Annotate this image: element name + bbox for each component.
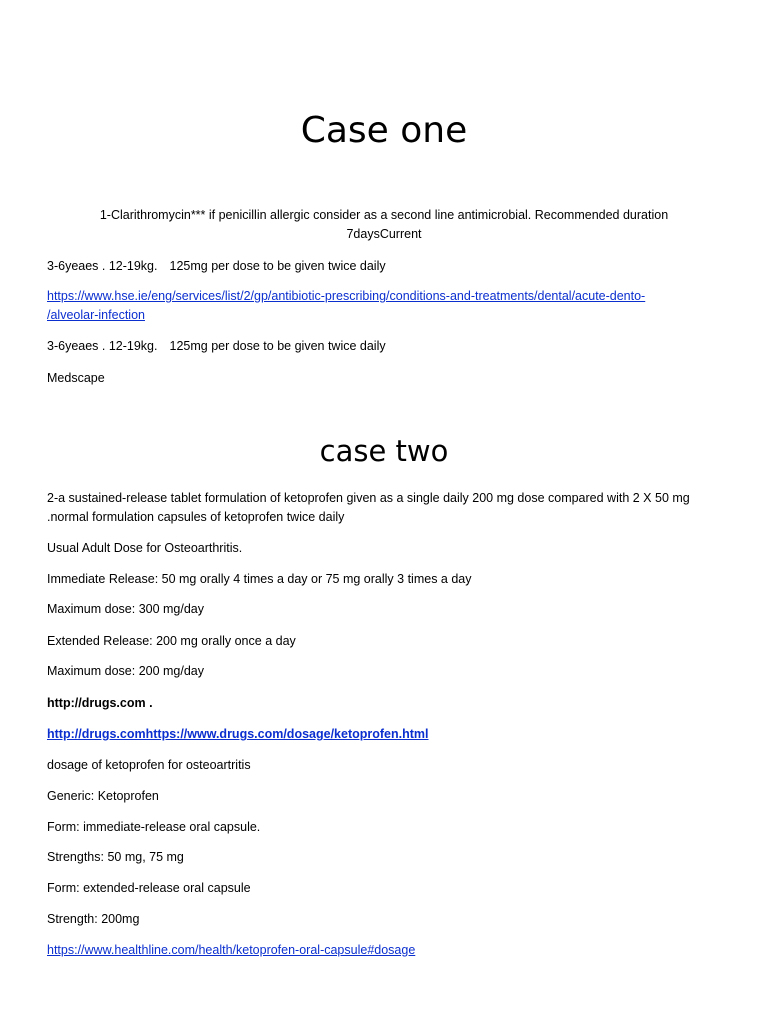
ketoprofen-line-1: 2-a sustained-release tablet formulation of ketoprofen given as a single daily 200 mg dose compared with 2 X 50 mg [47,491,690,505]
dose-a-text: 125mg per dose to be given twice daily [169,259,386,273]
dosage-title-line: dosage of ketoprofen for osteoartritis [47,758,251,772]
clarithromycin-line-1: 1-Clarithromycin*** if penicillin allergic consider as a second line antimicrobial. Recommended duration [99,208,669,222]
clarithromycin-line-2: 7daysCurrent [346,227,422,241]
dose-a-age: 3-6yeaes . 12-19kg. [47,259,158,273]
immediate-release-line: Immediate Release: 50 mg orally 4 times a day or 75 mg orally 3 times a day [47,572,472,586]
strengths-line: Strengths: 50 mg, 75 mg [47,850,184,864]
extended-release-line: Extended Release: 200 mg orally once a day [47,634,296,648]
clarithromycin-paragraph [40,206,728,244]
dose-b-text: 125mg per dose to be given twice daily [169,339,386,353]
hse-link-paragraph [47,287,727,325]
drugs-link[interactable]: http://drugs.comhttps://www.drugs.com/dosage/ketoprofen.html [47,727,429,741]
hse-link-line-2[interactable]: /alveolar-infection [47,308,145,322]
max-dose-line-1: Maximum dose: 300 mg/day [47,602,205,616]
ketoprofen-paragraph [47,489,727,527]
case-two-heading: case two [319,434,449,468]
max-dose-line-2: Maximum dose: 200 mg/day [47,664,205,678]
hse-link-line-1[interactable]: https://www.hse.ie/eng/services/list/2/gp/antibiotic-prescribing/conditions-and-treatments/dental/acute-dento- [47,289,646,303]
dose-b-age: 3-6yeaes . 12-19kg. [47,339,158,353]
strength-line: Strength: 200mg [47,912,140,926]
medscape-source: Medscape [47,371,105,385]
dose-line-a [47,257,727,276]
case-one-heading: Case one [300,110,468,151]
dose-line-b [47,337,727,356]
form-immediate-line: Form: immediate-release oral capsule. [47,820,261,834]
ketoprofen-line-2: .normal formulation capsules of ketoprofen twice daily [47,510,345,524]
healthline-link[interactable]: https://www.healthline.com/health/ketoprofen-oral-capsule#dosage [47,943,416,957]
usual-dose-line: Usual Adult Dose for Osteoarthritis. [47,541,243,555]
form-extended-line: Form: extended-release oral capsule [47,881,251,895]
drugs-plain-text: http://drugs.com . [47,696,153,710]
generic-line: Generic: Ketoprofen [47,789,159,803]
